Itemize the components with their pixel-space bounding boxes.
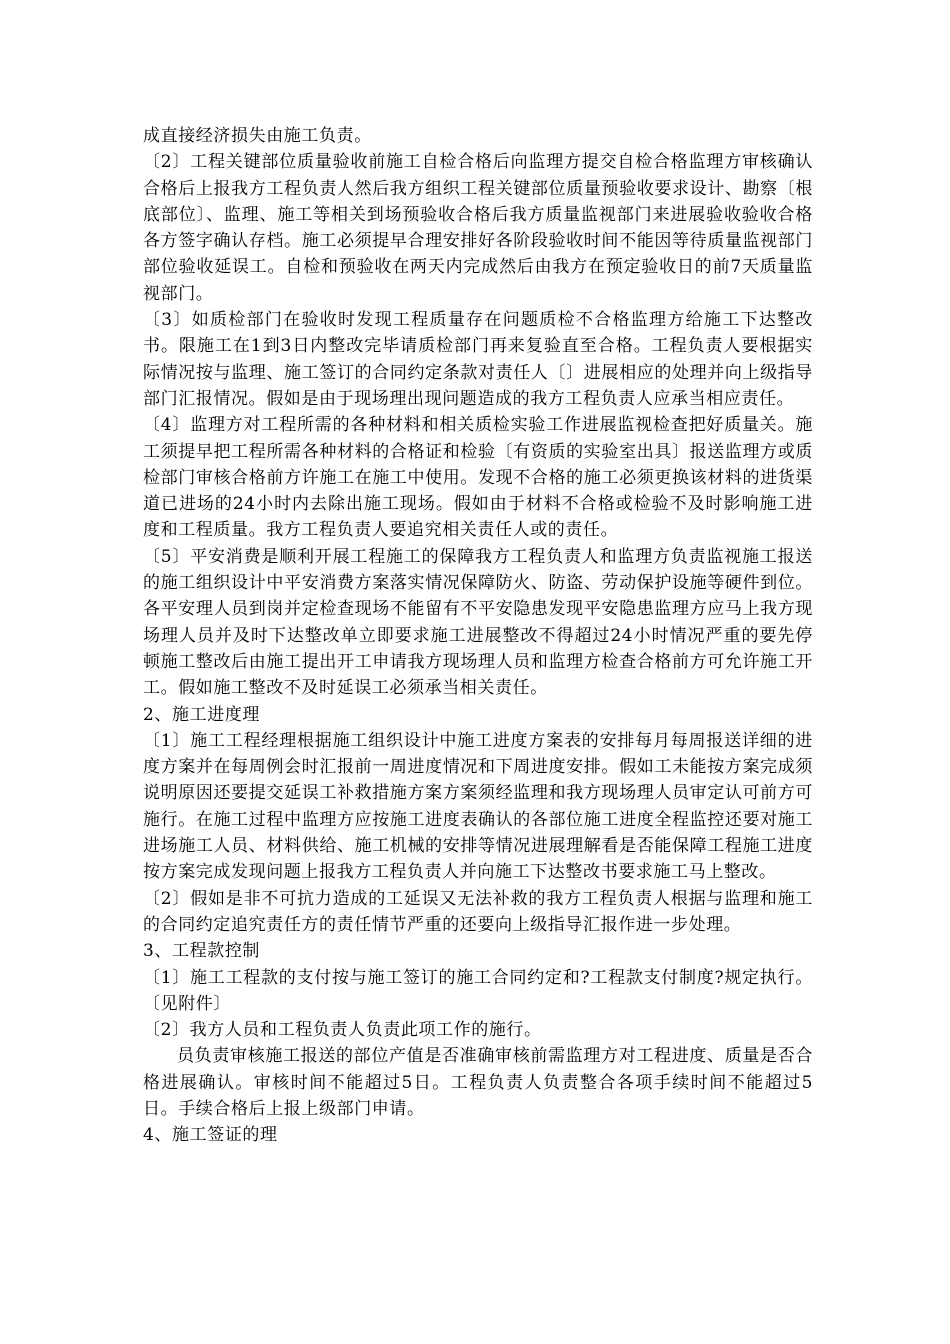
section-heading-visa: 4、施工签证的理 <box>143 1125 278 1146</box>
document-body <box>143 123 813 1149</box>
paragraph-safety-production: 〔5〕平安消费是顺利开展工程施工的保障我方工程负责人和监理方负责监视施工报送的施工组织设计中平安消费方案落实情况保障防火、防盗、劳动保护设施等硬件到位。各平安理人员到岗并定检查现场不能留有不平安隐患发现平安隐患监理方应马上我方现场理人员并及时下达整改单立即要求施工进展整改不得超过24小时情况严重的要先停顿施工整改后由施工提出开工申请我方现场理人员和监理方检查合格前方可允许施工开工。假如施工整改不及时延误工必须承当相关责任。 <box>143 546 813 699</box>
paragraph-material-inspection: 〔4〕监理方对工程所需的各种材料和相关质检实验工作进展监视检查把好质量关。施工须提早把工程所需各种材料的合格证和检验〔有资质的实验室出具〕报送监理方或质检部门审核合格前方许施工在施工中使用。发现不合格的施工必须更换该材料的进货渠道已进场的24小时内去除出施工现场。假如由于材料不合格或检验不及时影响施工进度和工程质量。我方工程负责人要追究相关责任人或的责任。 <box>143 415 813 541</box>
paragraph-key-part-acceptance: 〔2〕工程关键部位质量验收前施工自检合格后向监理方提交自检合格监理方审核确认合格后上报我方工程负责人然后我方组织工程关键部位质量预验收要求设计、勘察〔根底部位〕、监理、施工等相关到场预验收合格后我方质量监视部门来进展验收验收合格各方签字确认存档。施工必须提早合理安排好各阶段验收时间不能因等待质量监视部门部位验收延误工。自检和预验收在两天内完成然后由我方在预定验收日的前7天质量监视部门。 <box>143 152 813 304</box>
paragraph-payment-staff: 〔2〕我方人员和工程负责人负责此项工作的施行。 <box>143 1020 542 1041</box>
paragraph-rectification: 〔3〕如质检部门在验收时发现工程质量存在问题质检不合格监理方给施工下达整改书。限施工在1到3日内整改完毕请质检部门再来复验直至合格。工程负责人要根据实际情况按与监理、施工签订的合同约定条款对责任人〔〕进展相应的处理并向上级指导部门汇报情况。假如是由于现场理出现问题造成的我方工程负责人应承当相应责任。 <box>143 310 813 409</box>
paragraph-payment-review: 员负责审核施工报送的部位产值是否准确审核前需监理方对工程进度、质量是否合格进展确认。审核时间不能超过5日。工程负责人负责整合各项手续时间不能超过5日。手续合格后上报上级部门申请。 <box>143 1046 813 1119</box>
paragraph-schedule-plan: 〔1〕施工工程经理根据施工组织设计中施工进度方案表的安排每月每周报送详细的进度方案并在每周例会时汇报前一周进度情况和下周进度安排。假如工未能按方案完成须说明原因还要提交延误工补救措施方案方案须经监理和我方现场理人员审定认可前方可施行。在施工过程中监理方应按施工进度表确认的各部位施工进度全程监控还要对施工进场施工人员、材料供给、施工机械的安排等情况进展理解看是否能保障工程施工进度按方案完成发现问题上报我方工程负责人并向施工下达整改书要求施工马上整改。 <box>143 730 813 883</box>
paragraph-loss-responsibility: 成直接经济损失由施工负责。 <box>143 126 372 146</box>
paragraph-payment-rules: 〔1〕施工工程款的支付按与施工签订的施工合同约定和?工程款支付制度?规定执行。〔见附件〕 <box>143 967 813 1014</box>
paragraph-schedule-delay: 〔2〕假如是非不可抗力造成的工延误又无法补救的我方工程负责人根据与监理和施工的合同约定追究责任方的责任情节严重的还要向上级指导汇报作进一步处理。 <box>143 888 813 935</box>
section-heading-payment: 3、工程款控制 <box>143 941 261 962</box>
section-heading-schedule: 2、施工进度理 <box>143 704 261 725</box>
